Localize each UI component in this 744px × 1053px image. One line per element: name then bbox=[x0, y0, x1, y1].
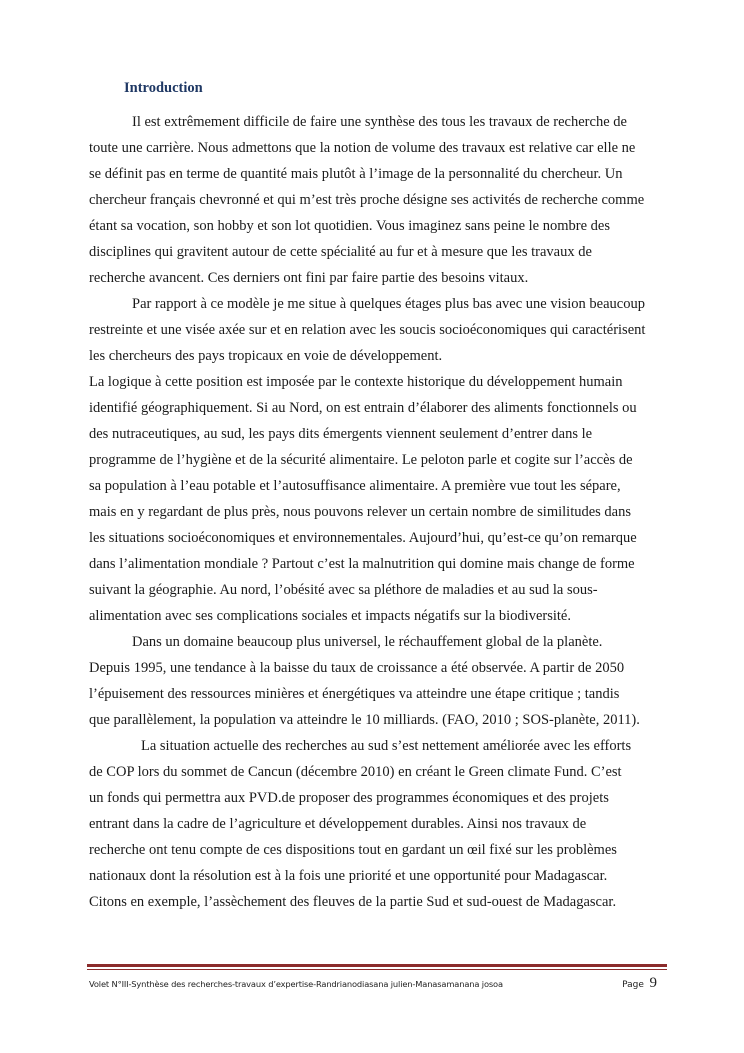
footer-rule-thick bbox=[87, 964, 667, 967]
footer-rule-thin bbox=[87, 969, 667, 970]
text-line: programme de l’hygiène et de la sécurité alimentaire. Le peloton parle et cogite sur l’accès de bbox=[89, 452, 633, 468]
text-line: se définit pas en terme de quantité mais plutôt à l’image de la personnalité du chercheur. Un bbox=[89, 166, 623, 182]
body-text bbox=[89, 109, 669, 915]
text-line: alimentation avec ses complications sociales et impacts négatifs sur la biodiversité. bbox=[89, 608, 571, 624]
page-label: Page bbox=[622, 980, 644, 990]
text-line: de COP lors du sommet de Cancun (décembre 2010) en créant le Green climate Fund. C’est bbox=[89, 764, 622, 780]
text-line: un fonds qui permettra aux PVD.de proposer des programmes économiques et des projets bbox=[89, 790, 609, 806]
page-number: 9 bbox=[649, 975, 657, 991]
text-line: restreinte et une visée axée sur et en relation avec les soucis socioéconomiques qui caractérisent bbox=[89, 322, 646, 338]
text-line: Depuis 1995, une tendance à la baisse du taux de croissance a été observée. A partir de 2050 bbox=[89, 660, 625, 676]
text-line: entrant dans la cadre de l’agriculture et développement durables. Ainsi nos travaux de bbox=[89, 816, 587, 832]
footer-divider bbox=[87, 964, 667, 970]
text-line: Citons en exemple, l’assèchement des fleuves de la partie Sud et sud-ouest de Madagascar. bbox=[89, 894, 617, 910]
text-line: recherche avancent. Ces derniers ont fini par faire partie des besoins vitaux. bbox=[89, 270, 529, 286]
text-line: les situations socioéconomiques et environnementales. Aujourd’hui, qu’est-ce qu’on remarque bbox=[89, 530, 637, 546]
text-line: La situation actuelle des recherches au sud s’est nettement améliorée avec les efforts bbox=[141, 738, 632, 754]
text-line: recherche ont tenu compte de ces dispositions tout en gardant un œil fixé sur les problèmes bbox=[89, 842, 617, 858]
text-line: Il est extrêmement difficile de faire une synthèse des tous les travaux de recherche de bbox=[132, 114, 627, 130]
text-line: nationaux dont la résolution est à la fois une priorité et une opportunité pour Madagascar. bbox=[89, 868, 608, 884]
text-line: Par rapport à ce modèle je me situe à quelques étages plus bas avec une vision beaucoup bbox=[132, 296, 645, 312]
page-indicator bbox=[622, 975, 657, 992]
text-line: suivant la géographie. Au nord, l’obésité avec sa pléthore de maladies et au sud la sous- bbox=[89, 582, 598, 598]
text-line: sa population à l’eau potable et l’autosuffisance alimentaire. A première vue tout les sépare, bbox=[89, 478, 621, 494]
text-line: mais en y regardant de plus près, nous pouvons relever un certain nombre de similitudes dans bbox=[89, 504, 632, 520]
text-line: Dans un domaine beaucoup plus universel, le réchauffement global de la planète. bbox=[132, 634, 603, 650]
text-line: que parallèlement, la population va atteindre le 10 milliards. (FAO, 2010 ; SOS-planète, 2011). bbox=[89, 712, 640, 728]
footer-title: Volet N°III-Synthèse des recherches-travaux d’expertise-Randrianodiasana julien-Manasamanana josoa bbox=[89, 979, 503, 989]
text-line: des nutraceutiques, au sud, les pays dits émergents viennent seulement d’entrer dans le bbox=[89, 426, 593, 442]
text-line: les chercheurs des pays tropicaux en voie de développement. bbox=[89, 348, 443, 364]
text-line: l’épuisement des ressources minières et énergétiques va atteindre une étape critique ; tandis bbox=[89, 686, 620, 702]
text-line: toute une carrière. Nous admettons que la notion de volume des travaux est relative car elle ne bbox=[89, 140, 636, 156]
text-line: La logique à cette position est imposée par le contexte historique du développement humain bbox=[89, 374, 623, 390]
text-line: dans l’alimentation mondiale ? Partout c’est la malnutrition qui domine mais change de forme bbox=[89, 556, 635, 572]
text-line: chercheur français chevronné et qui m’est très proche désigne ses activités de recherche comme bbox=[89, 192, 645, 208]
text-line: identifié géographiquement. Si au Nord, on est entrain d’élaborer des aliments fonctionnels ou bbox=[89, 400, 637, 416]
section-heading: Introduction bbox=[124, 80, 203, 96]
text-line: disciplines qui gravitent autour de cette spécialité au fur et à mesure que les travaux de bbox=[89, 244, 592, 260]
text-line: étant sa vocation, son hobby et son lot quotidien. Vous imaginez sans peine le nombre des bbox=[89, 218, 610, 234]
